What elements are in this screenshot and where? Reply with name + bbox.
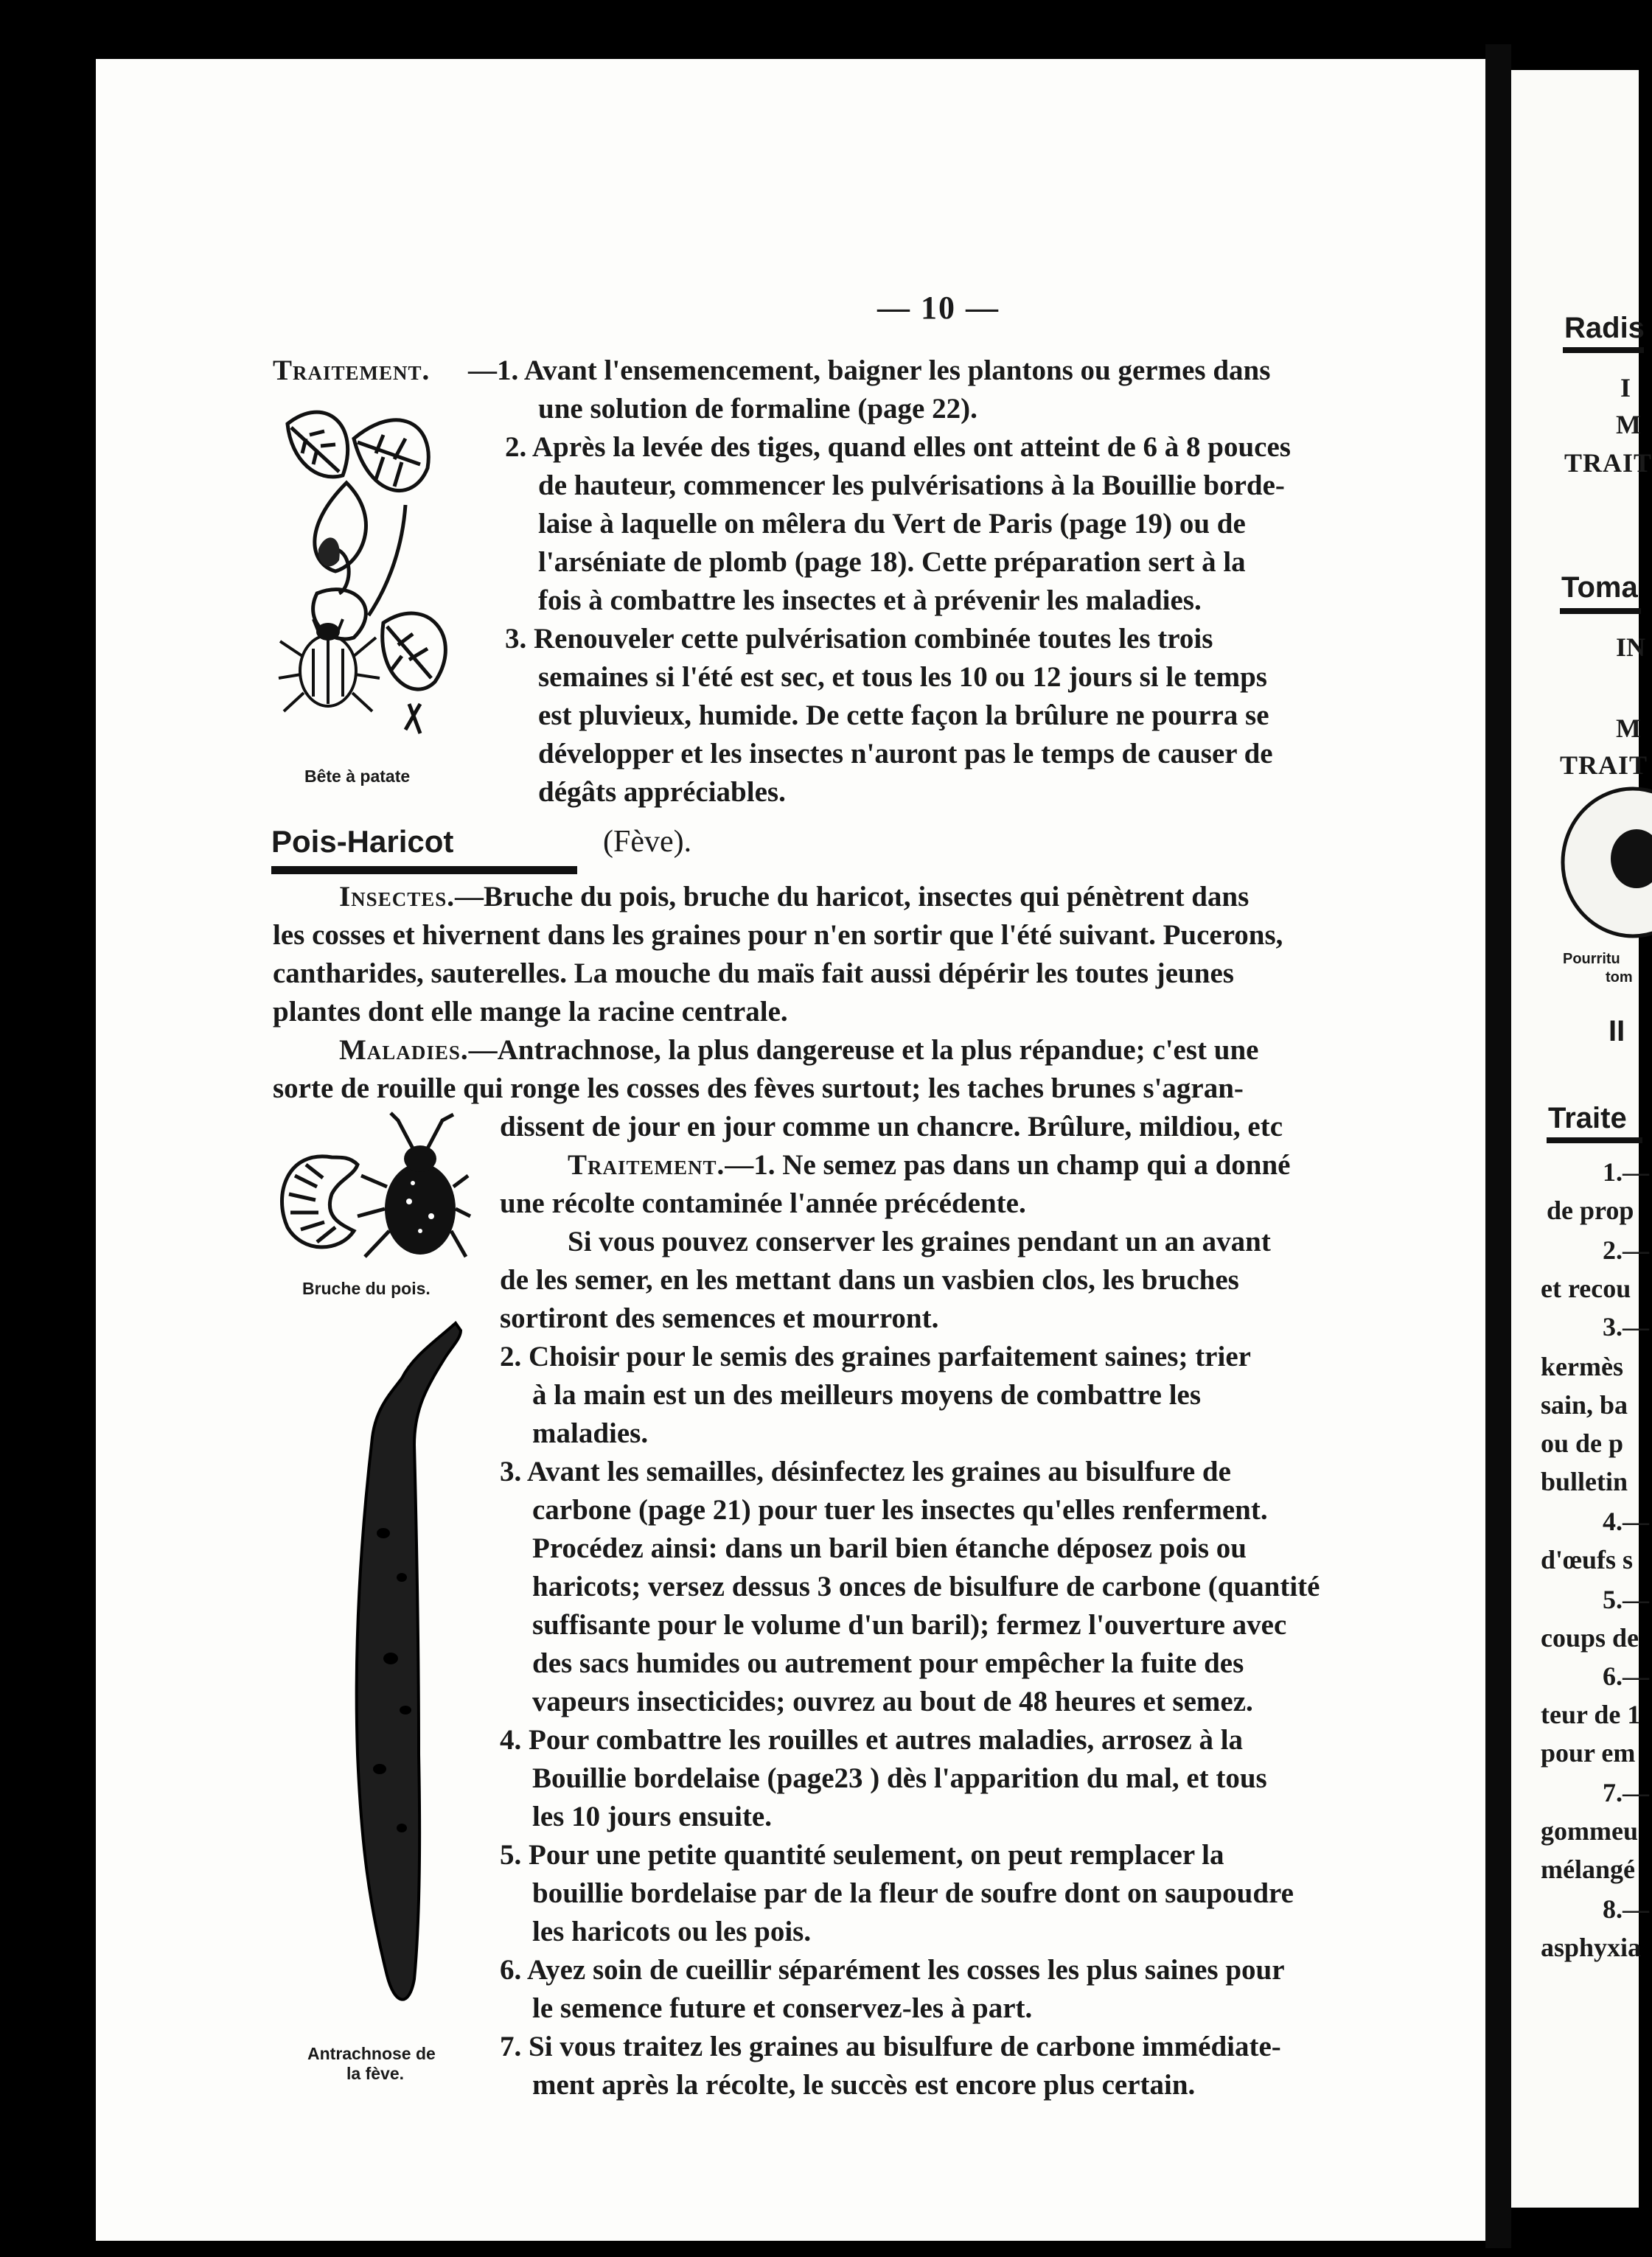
text-line: bouillie bordelaise par de la fleur de soufre dont on saupoudre (532, 1877, 1294, 1909)
traitement-label-1: Traitement. (273, 355, 431, 386)
text-line: dégâts appréciables. (538, 776, 786, 808)
text-line: 3. Avant les semailles, désinfectez les graines au bisulfure de (500, 1456, 1231, 1487)
text-line: une solution de formaline (page 22). (538, 393, 977, 425)
text-line: dissent de jour en jour comme un chancre. Brûlure, mildiou, etc (500, 1111, 1283, 1143)
right-fragment: pour em (1541, 1738, 1636, 1768)
heading-underline (271, 866, 577, 874)
right-fragment: coups de (1541, 1623, 1639, 1653)
page-number: — 10 — (877, 290, 1000, 326)
right-fragment: II (1609, 1015, 1625, 1047)
text-line: semaines si l'été est sec, et tous les 10 ou 12 jours si le temps (538, 661, 1267, 693)
anthracnose-bean-pod-illustration (332, 1312, 472, 2020)
right-fragment: 1.— (1603, 1157, 1649, 1187)
right-fragment: 4.— (1603, 1507, 1649, 1536)
right-fragment: 3.— (1603, 1312, 1649, 1342)
text-line: laise à laquelle on mêlera du Vert de Paris (page 19) ou de (538, 508, 1246, 540)
text-line: 5. Pour une petite quantité seulement, on peut remplacer la (500, 1839, 1224, 1871)
text-line: les haricots ou les pois. (532, 1916, 812, 1947)
pea-weevil-illustration (273, 1106, 472, 1275)
text-line: —1. Avant l'ensemencement, baigner les plantons ou germes dans (468, 355, 1271, 386)
text-line: à la main est un des meilleurs moyens de combattre les (532, 1379, 1202, 1411)
text-line: Si vous pouvez conserver les graines pendant un an avant (568, 1226, 1271, 1257)
right-fragment: mélangé (1541, 1855, 1635, 1884)
left-page (96, 59, 1485, 2241)
text-line: plantes dont elle mange la racine centrale. (273, 996, 788, 1028)
right-fragment: de prop (1547, 1196, 1634, 1225)
insectes-paragraph-start: Insectes.—Bruche du pois, bruche du haricot, insectes qui pénètrent dans (339, 881, 1250, 913)
maladies-paragraph-start: Maladies.—Antrachnose, la plus dangereuse et la plus répandue; c'est une (339, 1034, 1259, 1066)
text-line: haricots; versez dessus 3 onces de bisulfure de carbone (quantité (532, 1571, 1320, 1602)
right-caption: tom (1606, 969, 1633, 986)
text-line: l'arséniate de plomb (page 18). Cette préparation sert à la (538, 546, 1246, 578)
text-line: est pluvieux, humide. De cette façon la brûlure ne pourra se (538, 700, 1269, 731)
right-fragment: bulletin (1541, 1467, 1628, 1496)
caption-antrachnose-line-2: la fève. (346, 2064, 404, 2083)
right-heading-rule (1560, 608, 1641, 614)
right-fragment: kermès (1541, 1352, 1623, 1381)
right-fragment: et recou (1541, 1274, 1631, 1303)
text-line: maladies. (532, 1417, 649, 1449)
text-line: Bouillie bordelaise (page23 ) dès l'apparition du mal, et tous (532, 1762, 1267, 1794)
text-line: 7. Si vous traitez les graines au bisulfure de carbone immédiate- (500, 2031, 1281, 2062)
text-line: de les semer, en les mettant dans un vasbien clos, les bruches (500, 1264, 1239, 1296)
right-heading: Radis (1564, 312, 1645, 344)
text-line: de hauteur, commencer les pulvérisations à la Bouillie borde- (538, 470, 1285, 501)
text-line: ment après la récolte, le succès est encore plus certain. (532, 2069, 1196, 2101)
text-line: les 10 jours ensuite. (532, 1801, 772, 1832)
right-heading-rule (1563, 347, 1644, 353)
right-fragment: gommeu (1541, 1816, 1638, 1846)
right-fragment: M (1616, 410, 1641, 439)
caption-bete-a-patate: Bête à patate (304, 767, 411, 786)
right-fragment: ou de p (1541, 1428, 1624, 1458)
caption-antrachnose-line-1: Antrachnose de (307, 2044, 436, 2063)
text-line: sorte de rouille qui ronge les cosses des fèves surtout; les taches brunes s'agran- (273, 1072, 1244, 1104)
right-fragment: teur de 1 (1541, 1700, 1641, 1729)
right-fragment: 6.— (1603, 1661, 1649, 1691)
traitement-label-2: Traitement.—1. Ne semez pas dans un champ qui a donné (568, 1149, 1291, 1181)
right-fragment: d'œufs s (1541, 1545, 1634, 1574)
text-line: Procédez ainsi: dans un baril bien étanche déposez pois ou (532, 1532, 1247, 1564)
text-line: vapeurs insecticides; ouvrez au bout de 48 heures et semez. (532, 1686, 1253, 1717)
right-fragment: TRAIT (1564, 448, 1652, 478)
text-line: une récolte contaminée l'année précédente. (500, 1187, 1026, 1219)
tomato-rot-illustration (1559, 785, 1639, 940)
right-heading: Traite (1548, 1102, 1627, 1134)
section-heading-note: (Fève). (603, 825, 692, 859)
section-heading: Pois-Haricot (271, 824, 454, 859)
text-line: 6. Ayez soin de cueillir séparément les cosses les plus saines pour (500, 1954, 1285, 1986)
text-line: 2. Après la levée des tiges, quand elles ont atteint de 6 à 8 pouces (505, 431, 1291, 463)
right-fragment: I (1620, 373, 1631, 402)
right-page-edge (1511, 70, 1652, 2208)
right-fragment: sain, ba (1541, 1390, 1628, 1420)
right-caption: Pourritu (1563, 951, 1620, 967)
right-fragment: asphyxia (1541, 1933, 1642, 1962)
potato-beetle-illustration (273, 394, 464, 741)
book-gutter (1485, 44, 1511, 2248)
right-fragment: IN (1616, 632, 1646, 662)
text-line: fois à combattre les insectes et à prévenir les maladies. (538, 585, 1202, 616)
text-line: le semence future et conservez-les à part. (532, 1992, 1033, 2024)
text-line: suffisante pour le volume d'un baril); fermez l'ouverture avec (532, 1609, 1287, 1641)
text-line: 4. Pour combattre les rouilles et autres maladies, arrosez à la (500, 1724, 1244, 1756)
text-line: cantharides, sauterelles. La mouche du maïs fait aussi dépérir les toutes jeunes (273, 957, 1234, 989)
right-fragment: TRAIT (1560, 750, 1648, 780)
caption-bruche-du-pois: Bruche du pois. (302, 1279, 431, 1298)
text-line: des sacs humides ou autrement pour empêcher la fuite des (532, 1647, 1244, 1679)
right-fragment: 7.— (1603, 1778, 1649, 1807)
right-fragment: 2.— (1603, 1235, 1649, 1265)
right-fragment: M (1616, 714, 1641, 743)
text-line: les cosses et hivernent dans les graines pour n'en sortir que l'été suivant. Pucerons, (273, 919, 1283, 951)
text-line: 2. Choisir pour le semis des graines parfaitement saines; trier (500, 1341, 1251, 1372)
text-line: développer et les insectes n'auront pas le temps de causer de (538, 738, 1273, 770)
text-line: 3. Renouveler cette pulvérisation combinée toutes les trois (505, 623, 1213, 655)
text-line: sortiront des semences et mourront. (500, 1302, 939, 1334)
right-fragment: 8.— (1603, 1894, 1649, 1924)
right-heading-rule (1547, 1137, 1642, 1143)
text-line: carbone (page 21) pour tuer les insectes qu'elles renferment. (532, 1494, 1268, 1526)
right-fragment: 5.— (1603, 1585, 1649, 1614)
right-heading: Toma (1561, 571, 1638, 604)
